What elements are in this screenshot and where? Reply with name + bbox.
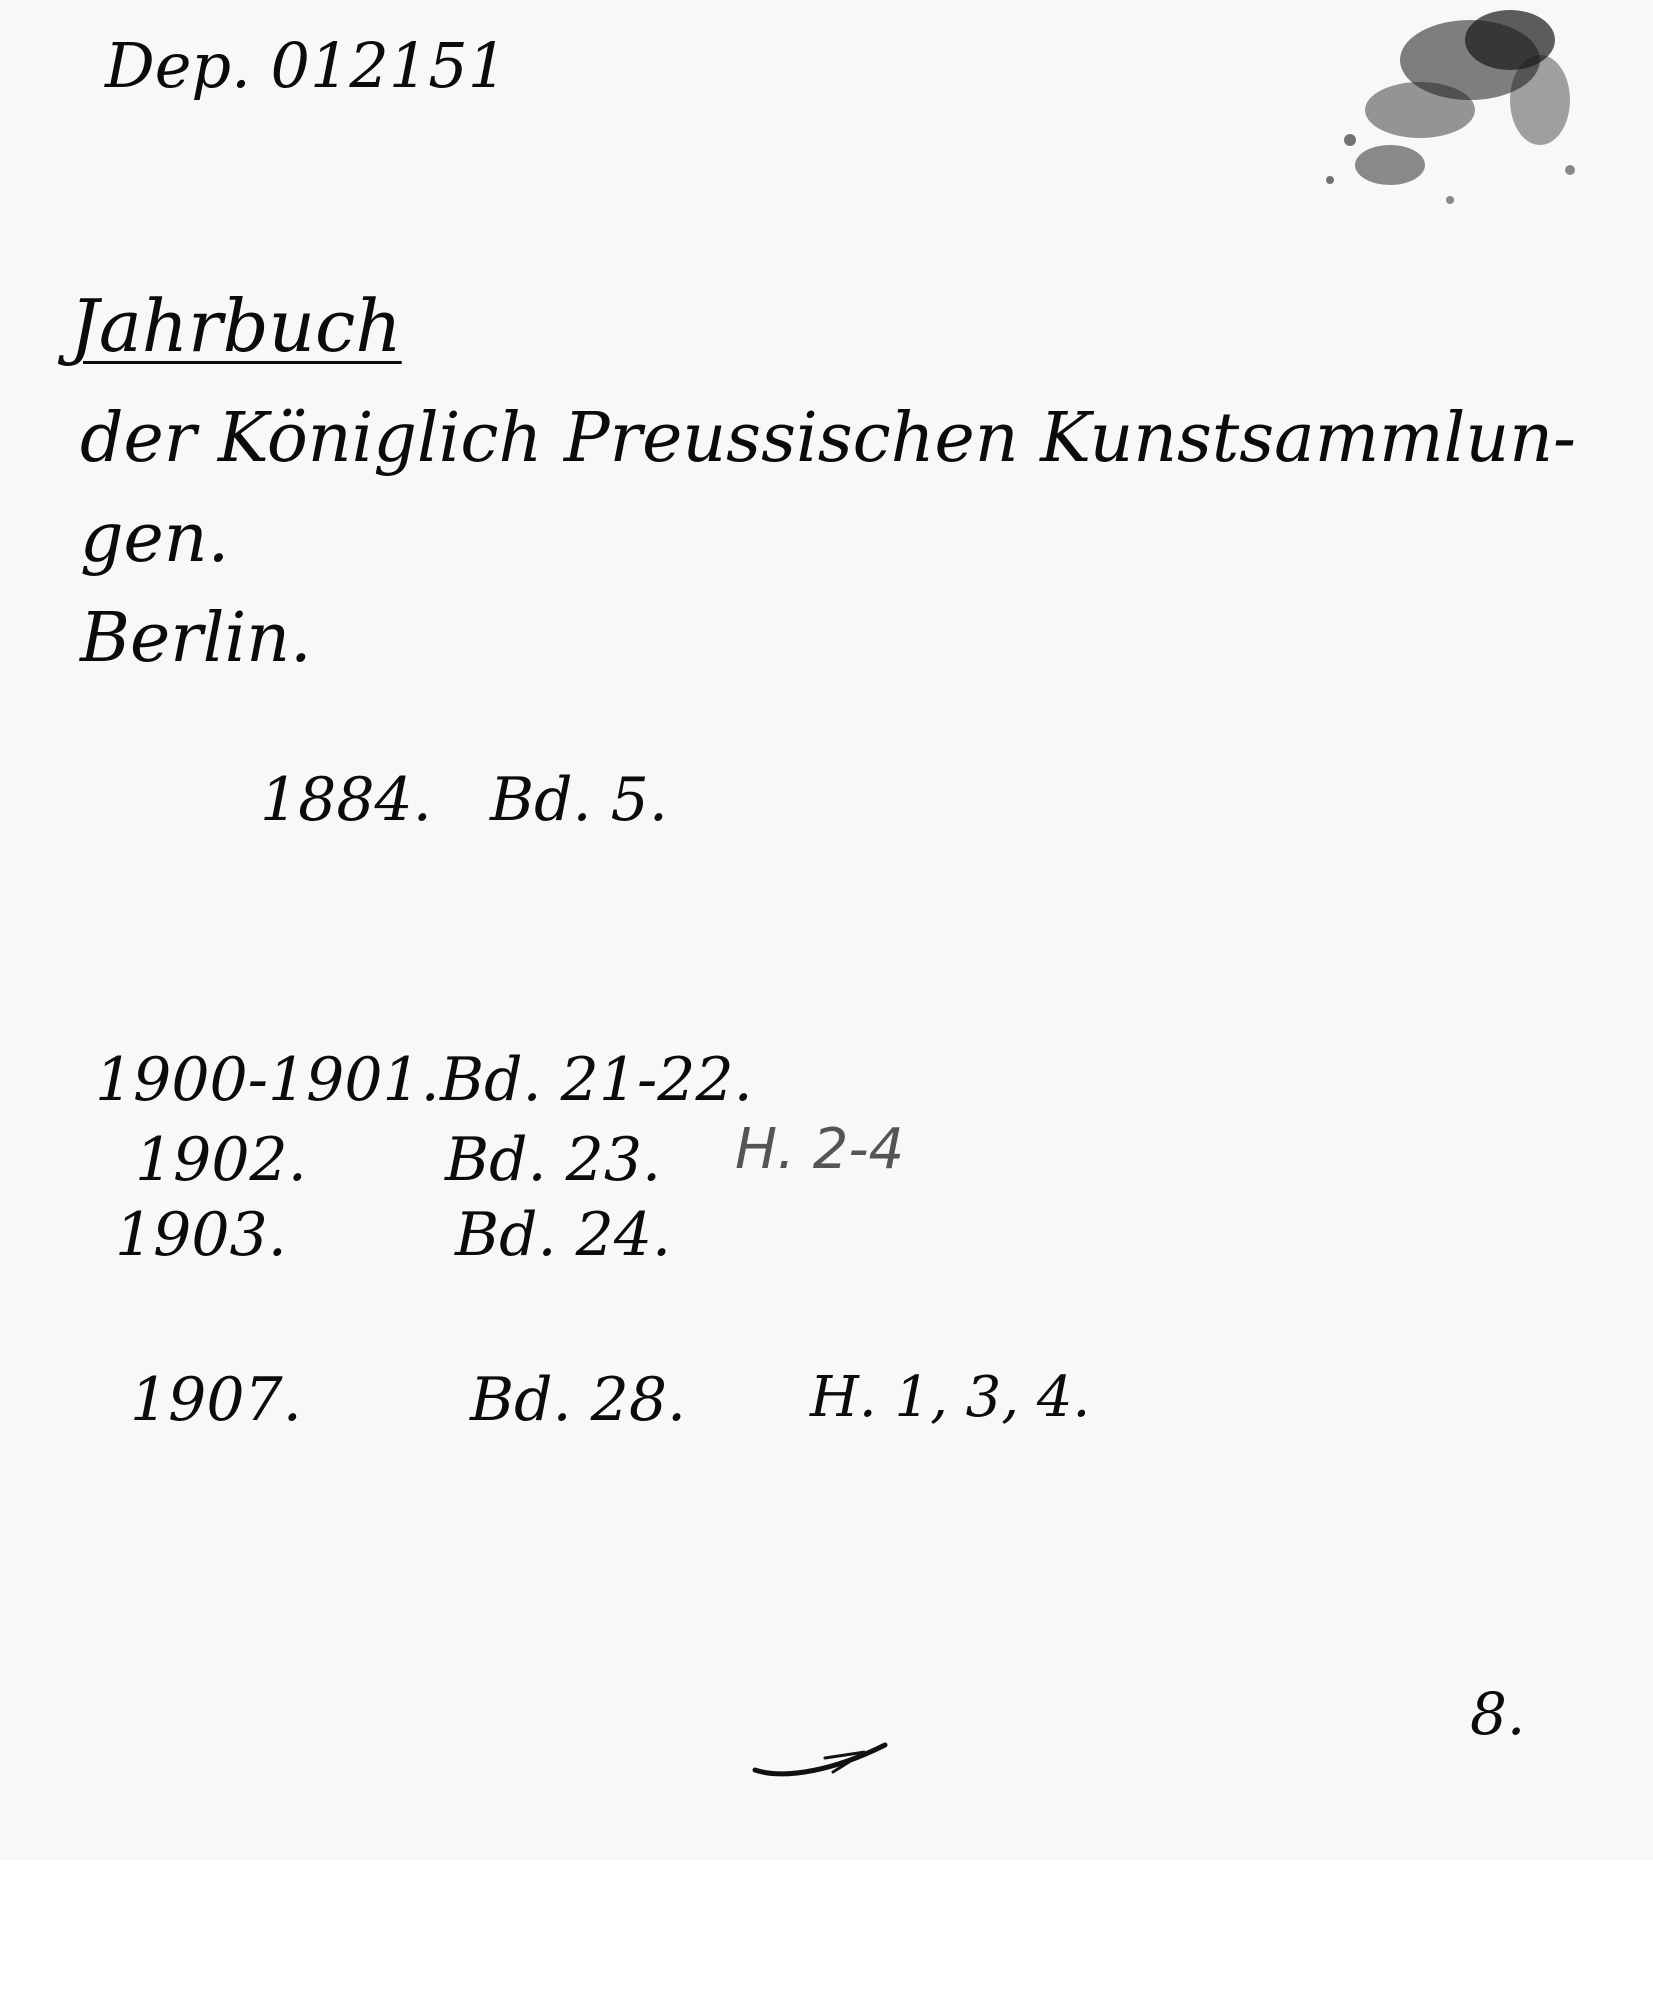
holding-volume: Bd. 21-22. — [440, 1045, 753, 1115]
ink-stain-mark — [1270, 0, 1600, 230]
page-number: 8. — [1470, 1680, 1526, 1748]
holding-volume: Bd. 28. — [470, 1365, 687, 1435]
holding-year: 1903. — [115, 1200, 287, 1270]
title-line-2: der Königlich Preussischen Kunstsammlun- — [80, 399, 1576, 478]
background-strip — [0, 1860, 1653, 2007]
shelfmark: Dep. 012151 — [105, 29, 508, 102]
holding-volume: Bd. 5. — [490, 765, 668, 835]
title-line-4: Berlin. — [80, 599, 312, 678]
holding-issues-note: H. 1, 3, 4. — [810, 1365, 1091, 1430]
holding-year: 1884. — [260, 765, 432, 835]
title-line-3: gen. — [80, 499, 230, 578]
holding-volume: Bd. 24. — [455, 1200, 672, 1270]
holding-year: 1900-1901. — [95, 1045, 440, 1115]
holding-volume: Bd. 23. — [445, 1125, 662, 1195]
title-line-1: Jahrbuch — [70, 284, 402, 368]
holding-year: 1902. — [135, 1125, 307, 1195]
paraph-flourish — [715, 1700, 915, 1800]
holding-issues-note: H. 2-4 — [735, 1117, 905, 1182]
holding-year: 1907. — [130, 1365, 302, 1435]
